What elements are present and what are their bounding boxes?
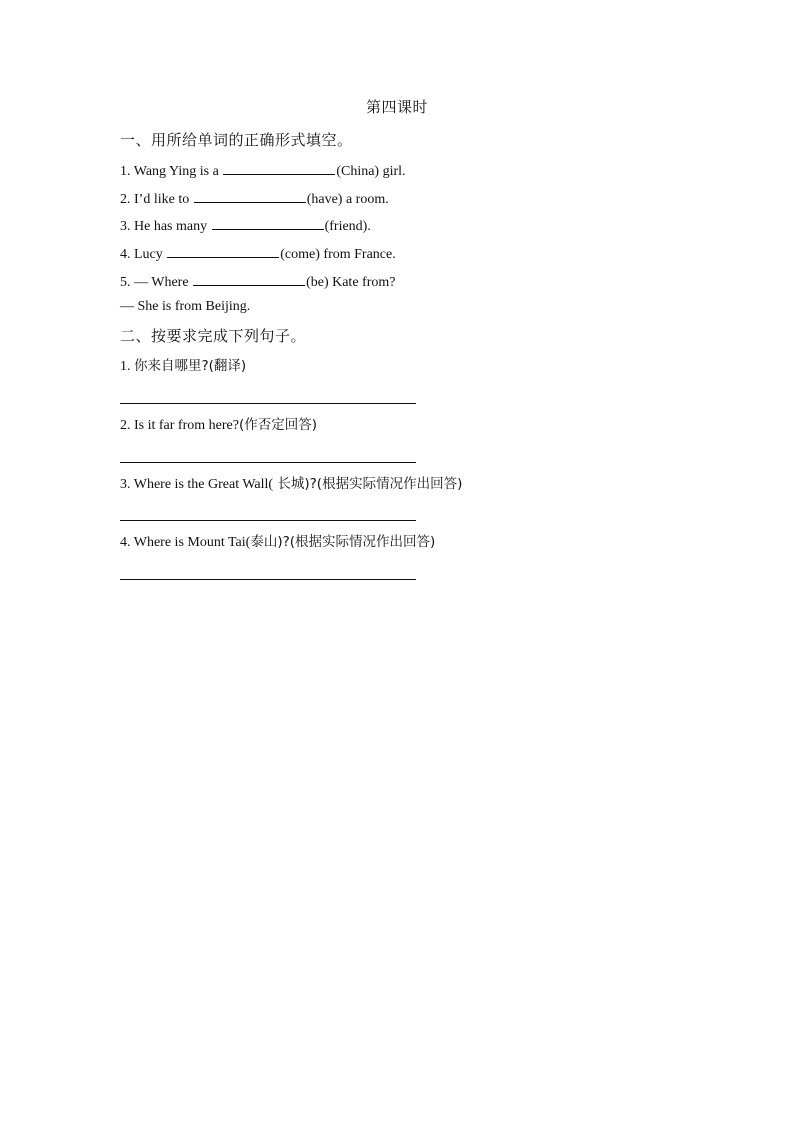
fill-item-1-blank[interactable] (223, 160, 335, 175)
fill-item-3 (120, 215, 371, 236)
fill-item-5-text: 5. — Where (120, 275, 193, 290)
fill-item-4-text: 4. Lucy (120, 247, 167, 262)
task-item-4-instruction: 泰山)?(根据实际情况作出回答) (250, 534, 436, 550)
answer-line-2[interactable] (120, 462, 416, 463)
fill-item-2-text: 2. I’d like to (120, 192, 193, 207)
task-item-3-instruction: 长城)?(根据实际情况作出回答) (273, 476, 463, 492)
fill-item-1 (120, 160, 406, 181)
fill-item-4 (120, 243, 396, 264)
fill-item-3-text: 3. He has many (120, 219, 211, 234)
fill-item-1-hint: (China) girl. (336, 164, 406, 179)
answer-line-4[interactable] (120, 579, 416, 580)
fill-item-5-blank[interactable] (193, 271, 305, 286)
fill-item-2 (120, 188, 389, 209)
fill-item-5 (120, 271, 395, 292)
task-item-3-sentence: 3. Where is the Great Wall( (120, 477, 274, 492)
answer-line-3[interactable] (120, 520, 416, 521)
fill-item-4-hint: (come) from France. (280, 247, 396, 262)
task-item-2-instruction: (作否定回答) (238, 417, 317, 433)
section2-heading: 二、按要求完成下列句子。 (120, 327, 307, 345)
task-item-4-sentence: 4. Where is Mount Tai( (120, 535, 251, 550)
task-item-1 (120, 357, 246, 376)
answer-line-1[interactable] (120, 403, 416, 404)
task-item-1-number: 1. (120, 359, 134, 374)
task-item-2-sentence: 2. Is it far from here? (120, 418, 239, 433)
task-item-4 (120, 533, 435, 552)
section1-heading: 一、用所给单词的正确形式填空。 (120, 131, 353, 149)
fill-item-5-hint: (be) Kate from? (306, 275, 396, 290)
fill-item-2-blank[interactable] (194, 188, 306, 203)
task-item-1-instruction: 你来自哪里?(翻译) (134, 358, 247, 374)
page-title: 第四课时 (365, 98, 428, 116)
fill-item-5-reply: — She is from Beijing. (120, 299, 251, 314)
fill-item-3-hint: (friend). (324, 219, 371, 234)
task-item-3 (120, 475, 462, 494)
fill-item-3-blank[interactable] (212, 215, 324, 230)
fill-item-4-blank[interactable] (167, 243, 279, 258)
task-item-2 (120, 416, 317, 435)
fill-item-2-hint: (have) a room. (306, 192, 389, 207)
fill-item-1-text: 1. Wang Ying is a (120, 164, 223, 179)
